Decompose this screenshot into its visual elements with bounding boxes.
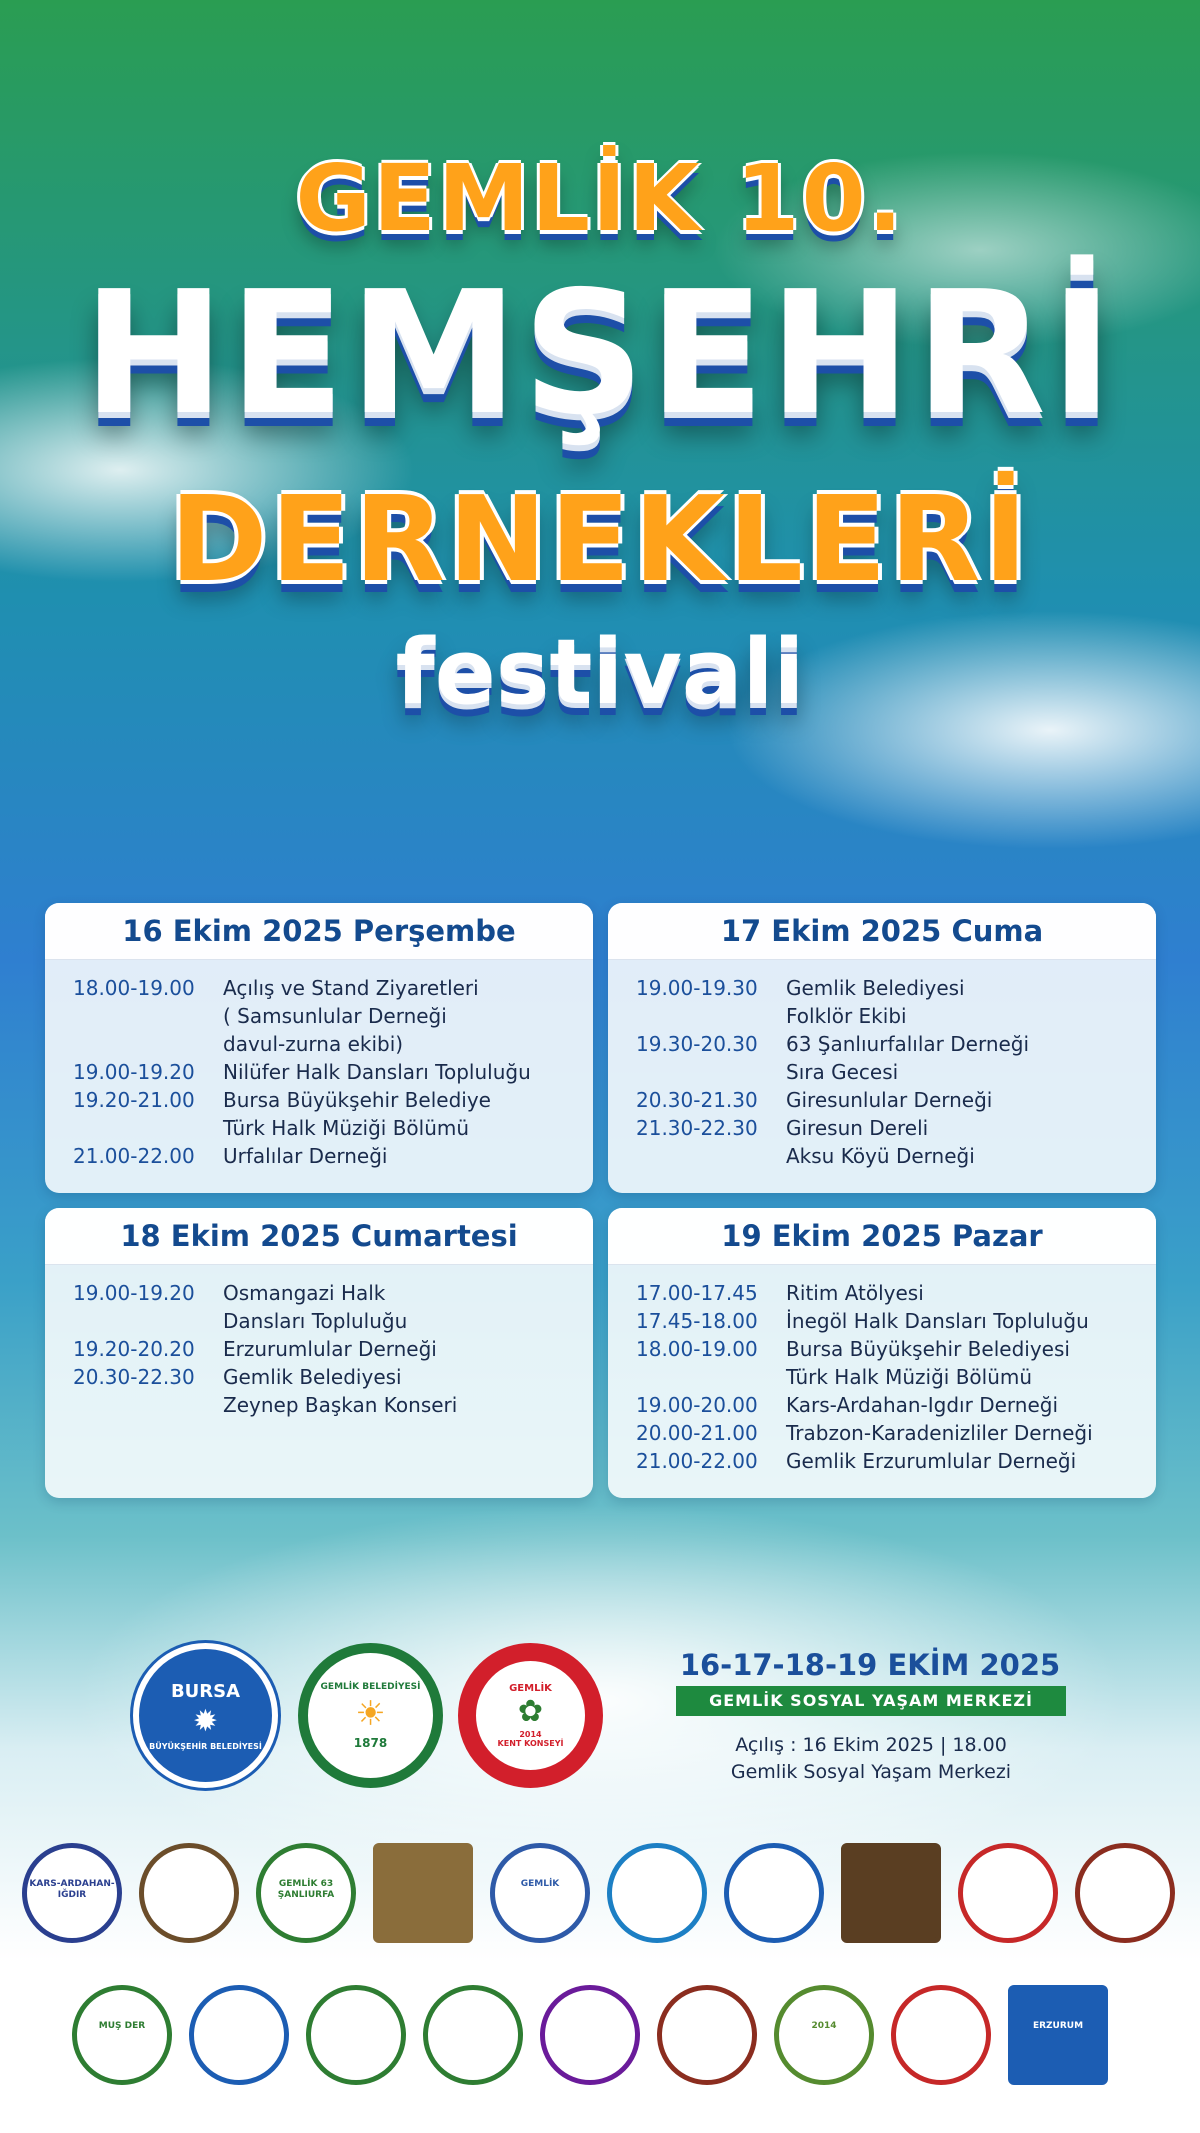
event-row xyxy=(608,1307,1156,1335)
flower-icon: ✿ xyxy=(517,1694,544,1729)
event-name: Gemlik Belediyesi xyxy=(223,1365,402,1389)
event-name: Trabzon-Karadenizliler Derneği xyxy=(786,1421,1093,1445)
association-logo xyxy=(1008,1985,1108,2085)
event-list xyxy=(45,1265,593,1419)
event-name: Erzurumlular Derneği xyxy=(223,1337,437,1361)
association-logo-label: MUŞ DER xyxy=(98,2021,146,2031)
event-row xyxy=(608,1058,1156,1086)
day-title: 17 Ekim 2025 Cuma xyxy=(608,903,1156,960)
logo-year: 2014 xyxy=(519,1730,542,1739)
event-time: 20.30-22.30 xyxy=(73,1365,195,1389)
event-row xyxy=(45,1335,593,1363)
logo-emblem-icon xyxy=(841,1843,941,1943)
event-time: 17.00-17.45 xyxy=(636,1281,758,1305)
event-name: Giresun Dereli xyxy=(786,1116,929,1140)
event-row xyxy=(45,1307,593,1335)
event-name: Kars-Ardahan-Igdır Derneği xyxy=(786,1393,1059,1417)
association-logo xyxy=(189,1985,289,2085)
event-time xyxy=(636,1142,786,1170)
association-logo xyxy=(22,1843,122,1943)
event-time xyxy=(636,1002,786,1030)
day-card-1 xyxy=(45,903,593,1193)
event-row xyxy=(608,1086,1156,1114)
association-logo xyxy=(891,1985,991,2085)
event-time xyxy=(636,1363,786,1391)
event-name: Zeynep Başkan Konseri xyxy=(223,1393,458,1417)
association-logo xyxy=(423,1985,523,2085)
association-logo-label: KARS-ARDAHAN-IĞDIR xyxy=(29,1879,115,1900)
event-row xyxy=(608,1002,1156,1030)
event-row xyxy=(45,1391,593,1419)
logo-top-text: GEMLİK xyxy=(509,1683,552,1694)
logo-emblem-icon xyxy=(1075,1843,1175,1943)
event-row xyxy=(608,1363,1156,1391)
event-name: davul-zurna ekibi) xyxy=(223,1032,404,1056)
association-logo-label: 2014 xyxy=(811,2021,837,2031)
event-time: 19.30-20.30 xyxy=(636,1032,758,1056)
event-name: İnegöl Halk Dansları Topluluğu xyxy=(786,1309,1089,1333)
day-card-3 xyxy=(45,1208,593,1498)
gemlik-kent-konseyi-logo xyxy=(458,1643,603,1788)
association-logo xyxy=(774,1985,874,2085)
event-time: 19.00-19.20 xyxy=(73,1281,195,1305)
event-time xyxy=(73,1114,223,1142)
event-time xyxy=(636,1058,786,1086)
event-row xyxy=(45,1086,593,1114)
event-name: Türk Halk Müziği Bölümü xyxy=(223,1116,470,1140)
event-row xyxy=(45,1030,593,1058)
association-logo xyxy=(1075,1843,1175,1943)
event-name: Ritim Atölyesi xyxy=(786,1281,924,1305)
association-logo xyxy=(72,1985,172,2085)
event-name: Açılış ve Stand Ziyaretleri xyxy=(223,976,479,1000)
sun-icon: ☀ xyxy=(355,1693,386,1734)
event-name: 63 Şanlıurfalılar Derneği xyxy=(786,1032,1030,1056)
event-time xyxy=(73,1391,223,1419)
association-logo xyxy=(540,1985,640,2085)
association-logo-label: ERZURUM xyxy=(1032,2021,1084,2031)
association-logo-label: GEMLİK 63 ŞANLIURFA xyxy=(277,1879,335,1900)
event-row xyxy=(608,974,1156,1002)
association-logo xyxy=(373,1843,473,1943)
event-row xyxy=(45,1363,593,1391)
association-logo xyxy=(490,1843,590,1943)
day-card-4 xyxy=(608,1208,1156,1498)
logo-emblem-icon xyxy=(189,1985,289,2085)
emblem-icon: ✹ xyxy=(192,1703,219,1739)
event-row xyxy=(45,1142,593,1170)
title-line-1: GEMLİK 10. xyxy=(295,145,905,252)
logo-emblem-icon xyxy=(958,1843,1058,1943)
event-name: Giresunlular Derneği xyxy=(786,1088,993,1112)
association-logo xyxy=(256,1843,356,1943)
title-line-3: DERNEKLERİ xyxy=(169,470,1031,608)
event-name: Dansları Topluluğu xyxy=(223,1309,408,1333)
event-name: Nilüfer Halk Dansları Topluluğu xyxy=(223,1060,531,1084)
logo-emblem-icon xyxy=(774,1985,874,2085)
logo-top-text: GEMLİK BELEDİYESİ xyxy=(320,1681,421,1692)
logo-emblem-icon xyxy=(373,1843,473,1943)
logo-emblem-icon xyxy=(891,1985,991,2085)
event-row xyxy=(608,1142,1156,1170)
association-logo xyxy=(607,1843,707,1943)
title-line-4: festivali xyxy=(395,620,805,725)
logo-bottom-text: KENT KONSEYİ xyxy=(497,1739,564,1748)
logo-emblem-icon xyxy=(72,1985,172,2085)
logo-emblem-icon xyxy=(657,1985,757,2085)
logo-emblem-icon xyxy=(490,1843,590,1943)
event-name: Bursa Büyükşehir Belediyesi xyxy=(786,1337,1070,1361)
event-name: ( Samsunlular Derneği xyxy=(223,1004,447,1028)
association-logo xyxy=(306,1985,406,2085)
event-name: Aksu Köyü Derneği xyxy=(786,1144,975,1168)
event-name: Osmangazi Halk xyxy=(223,1281,386,1305)
logo-emblem-icon xyxy=(724,1843,824,1943)
logo-emblem-icon xyxy=(139,1843,239,1943)
bursa-buyuksehir-logo xyxy=(133,1643,278,1788)
event-row xyxy=(608,1419,1156,1447)
event-row xyxy=(45,974,593,1002)
event-name: Folklör Ekibi xyxy=(786,1004,907,1028)
logo-emblem-icon xyxy=(1008,1985,1108,2085)
opening-time: Açılış : 16 Ekim 2025 | 18.00 xyxy=(735,1734,1007,1756)
event-row xyxy=(608,1391,1156,1419)
event-time xyxy=(73,1307,223,1335)
title-line-2: HEMŞEHRİ xyxy=(82,255,1118,453)
event-row xyxy=(45,1279,593,1307)
event-time: 21.00-22.00 xyxy=(73,1144,195,1168)
event-time xyxy=(73,1030,223,1058)
event-time: 20.00-21.00 xyxy=(636,1421,758,1445)
venue-banner: GEMLİK SOSYAL YAŞAM MERKEZİ xyxy=(676,1686,1066,1716)
association-logo xyxy=(958,1843,1058,1943)
event-list xyxy=(608,960,1156,1170)
event-time: 19.20-20.20 xyxy=(73,1337,195,1361)
logo-emblem-icon xyxy=(423,1985,523,2085)
logo-emblem-icon xyxy=(306,1985,406,2085)
association-logo xyxy=(841,1843,941,1943)
event-row xyxy=(608,1279,1156,1307)
event-time: 18.00-19.00 xyxy=(636,1337,758,1361)
event-time: 21.00-22.00 xyxy=(636,1449,758,1473)
logo-bottom-text: BÜYÜKŞEHİR BELEDİYESİ xyxy=(149,1741,262,1751)
event-time: 19.00-19.20 xyxy=(73,1060,195,1084)
event-name: Gemlik Belediyesi xyxy=(786,976,965,1000)
event-time: 19.00-20.00 xyxy=(636,1393,758,1417)
event-row xyxy=(608,1447,1156,1475)
event-row xyxy=(45,1058,593,1086)
festival-dates: 16-17-18-19 EKİM 2025 xyxy=(679,1648,1061,1682)
event-time: 21.30-22.30 xyxy=(636,1116,758,1140)
event-time: 17.45-18.00 xyxy=(636,1309,758,1333)
logo-top-text: BURSA xyxy=(170,1680,241,1702)
gemlik-belediyesi-logo xyxy=(298,1643,443,1788)
event-name: Türk Halk Müziği Bölümü xyxy=(786,1365,1033,1389)
event-list xyxy=(45,960,593,1170)
event-time: 18.00-19.00 xyxy=(73,976,195,1000)
event-row xyxy=(608,1030,1156,1058)
event-name: Gemlik Erzurumlular Derneği xyxy=(786,1449,1077,1473)
event-time: 20.30-21.30 xyxy=(636,1088,758,1112)
event-row xyxy=(45,1114,593,1142)
logo-emblem-icon xyxy=(540,1985,640,2085)
event-row xyxy=(45,1002,593,1030)
event-list xyxy=(608,1265,1156,1475)
association-logo xyxy=(139,1843,239,1943)
day-title: 16 Ekim 2025 Perşembe xyxy=(45,903,593,960)
association-logo xyxy=(724,1843,824,1943)
event-time xyxy=(73,1002,223,1030)
event-name: Bursa Büyükşehir Belediye xyxy=(223,1088,491,1112)
event-time: 19.20-21.00 xyxy=(73,1088,195,1112)
association-logo xyxy=(657,1985,757,2085)
event-row xyxy=(608,1114,1156,1142)
event-name: Sıra Gecesi xyxy=(786,1060,899,1084)
opening-info xyxy=(676,1732,1066,1786)
event-row xyxy=(608,1335,1156,1363)
day-title: 19 Ekim 2025 Pazar xyxy=(608,1208,1156,1265)
day-title: 18 Ekim 2025 Cumartesi xyxy=(45,1208,593,1265)
logo-year: 1878 xyxy=(353,1735,388,1750)
event-time: 19.00-19.30 xyxy=(636,976,758,1000)
day-card-2 xyxy=(608,903,1156,1193)
opening-venue: Gemlik Sosyal Yaşam Merkezi xyxy=(730,1761,1012,1783)
association-logo-label: GEMLİK xyxy=(520,1879,560,1889)
event-name: Urfalılar Derneği xyxy=(223,1144,388,1168)
logo-emblem-icon xyxy=(607,1843,707,1943)
